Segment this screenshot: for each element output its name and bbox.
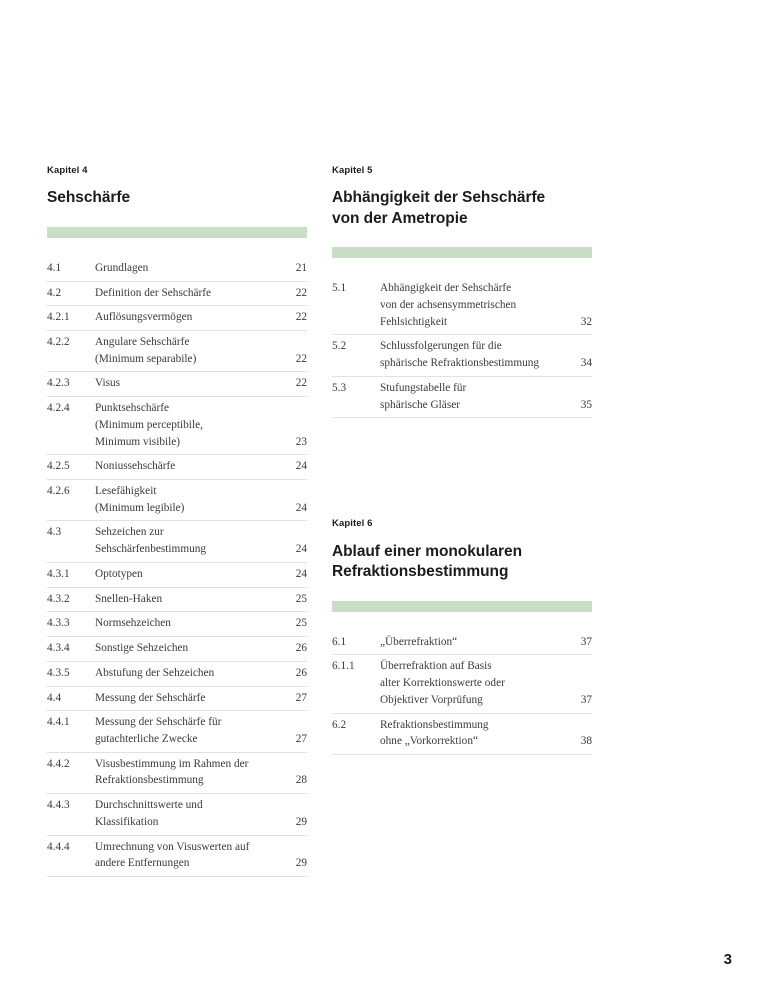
toc-entry-number: 6.2 — [332, 718, 347, 731]
toc-entry[interactable] — [47, 480, 307, 521]
toc-entry-page: 38 — [580, 735, 592, 748]
toc-entry[interactable] — [47, 282, 307, 307]
toc-entry-title — [95, 260, 285, 277]
toc-entry-page: 24 — [295, 567, 307, 580]
toc-entry-title — [95, 839, 285, 872]
toc-entry-page: 35 — [580, 398, 592, 411]
chapter-title-line: Sehschärfe — [47, 189, 131, 207]
toc-entry-page: 28 — [295, 774, 307, 787]
toc-entry-page: 34 — [580, 357, 592, 370]
toc-entry-page: 24 — [295, 460, 307, 473]
toc-entry-number: 4.3.5 — [47, 666, 70, 679]
toc-entry[interactable] — [332, 631, 592, 656]
toc-entry-number: 4.3.4 — [47, 642, 70, 655]
toc-entry[interactable] — [47, 794, 307, 835]
chapter-label: Kapitel 4 — [47, 165, 88, 176]
toc-entry-title — [95, 458, 285, 475]
toc-entry[interactable] — [47, 397, 307, 455]
toc-entry-page: 29 — [295, 857, 307, 870]
toc-entry-number: 4.3.1 — [47, 567, 70, 580]
toc-entry-title-line: Abhängigkeit der Sehschärfe — [380, 282, 512, 295]
toc-entry-title-line: Lesefähigkeit — [95, 485, 157, 498]
toc-entry-title-line: Angulare Sehschärfe — [95, 336, 190, 348]
chapter-title-line: Refraktionsbestimmung — [332, 563, 509, 581]
toc-entry-title-line: sphärische Gläser — [380, 398, 460, 411]
toc-entry-title — [95, 591, 285, 608]
toc-entry[interactable] — [47, 372, 307, 397]
toc-entry[interactable] — [332, 714, 592, 755]
toc-entry-number: 4.4.3 — [47, 799, 70, 812]
toc-entry-number: 4.4.1 — [47, 716, 70, 729]
chapter-title-line: Abhängigkeit der Sehschärfe — [332, 189, 546, 207]
toc-entry[interactable] — [47, 662, 307, 687]
toc-entry-title-line: sphärische Refraktionsbestimmung — [380, 357, 540, 370]
toc-entry-title — [95, 375, 285, 392]
chapter-title-line: von der Ametropie — [332, 209, 468, 227]
toc-entry-page: 21 — [295, 261, 307, 274]
toc-entry-title — [95, 615, 285, 632]
toc-entry-title-line: Visusbestimmung im Rahmen der — [95, 757, 249, 770]
toc-entry-title-line: alter Korrektionswerte oder — [380, 677, 505, 690]
toc-entry-title — [95, 640, 285, 657]
toc-entry-title-line: Sonstige Sehzeichen — [95, 642, 189, 655]
toc-entry-number: 4.3.2 — [47, 592, 70, 605]
toc-entry-page: 32 — [580, 315, 592, 328]
toc-entry-title — [380, 338, 570, 371]
accent-bar — [47, 227, 307, 238]
toc-list — [332, 631, 592, 755]
toc-entry-title-line: Optotypen — [95, 567, 143, 580]
toc-entry-title — [380, 717, 570, 750]
chapter-block — [332, 165, 592, 418]
toc-entry[interactable] — [47, 563, 307, 588]
toc-entry-number: 4.2.4 — [47, 402, 70, 415]
toc-entry-page: 22 — [295, 311, 307, 324]
toc-entry-title-line: von der achsensymmetrischen — [380, 299, 517, 312]
toc-entry[interactable] — [47, 257, 307, 282]
toc-entry[interactable] — [332, 277, 592, 335]
toc-entry-title-line: Messung der Sehschärfe für — [95, 716, 222, 729]
toc-entry-title — [380, 634, 570, 651]
toc-entry-page: 25 — [295, 617, 307, 630]
toc-entry-title — [95, 334, 285, 367]
toc-entry-title-line: Klassifikation — [95, 815, 159, 828]
toc-entry[interactable] — [47, 612, 307, 637]
toc-entry[interactable] — [47, 687, 307, 712]
toc-entry-title — [95, 483, 285, 516]
toc-entry-number: 5.1 — [332, 282, 347, 295]
toc-entry-title-line: ohne „Vorkorrektion“ — [380, 735, 478, 748]
toc-entry-page: 27 — [295, 732, 307, 745]
toc-entry-number: 4.2.1 — [47, 311, 70, 324]
toc-entry-number: 4.4 — [47, 691, 62, 704]
chapter-label: Kapitel 6 — [332, 518, 373, 530]
toc-entry-title-line: Überrefraktion auf Basis — [380, 660, 492, 673]
toc-entry-title-line: Auflösungsvermögen — [95, 311, 193, 324]
toc-entry-number: 4.4.4 — [47, 840, 70, 853]
toc-entry-title-line: Visus — [95, 377, 121, 390]
toc-entry-page: 26 — [295, 642, 307, 655]
accent-bar — [332, 247, 592, 258]
chapter-title — [332, 542, 592, 583]
toc-entry-title-line: Refraktionsbestimmung — [380, 718, 489, 731]
toc-entry[interactable] — [47, 331, 307, 372]
chapter-label: Kapitel 5 — [332, 165, 373, 176]
toc-entry[interactable] — [47, 836, 307, 877]
toc-entry-title-line: andere Entfernungen — [95, 857, 190, 870]
chapter-block — [332, 518, 592, 755]
toc-entry-number: 6.1 — [332, 635, 347, 648]
toc-entry-title — [95, 566, 285, 583]
toc-list — [332, 277, 592, 418]
toc-entry-title — [380, 380, 570, 413]
toc-entry-title-line: Abstufung der Sehzeichen — [95, 666, 215, 679]
toc-entry-page: 24 — [295, 501, 307, 514]
toc-columns — [47, 165, 591, 877]
toc-entry[interactable] — [47, 711, 307, 752]
toc-entry[interactable] — [47, 306, 307, 331]
toc-entry-number: 4.2 — [47, 286, 62, 299]
toc-entry-page: 22 — [295, 352, 307, 365]
chapter-block — [47, 165, 307, 877]
toc-entry-title-line: Definition der Sehschärfe — [95, 286, 212, 299]
toc-entry-title-line: Normsehzeichen — [95, 617, 171, 630]
toc-entry-page: 26 — [295, 666, 307, 679]
toc-list — [47, 257, 307, 877]
toc-entry-number: 4.4.2 — [47, 757, 70, 770]
toc-entry-title-line: Messung der Sehschärfe — [95, 691, 206, 704]
toc-entry-title — [95, 400, 285, 450]
accent-bar — [332, 601, 592, 612]
toc-entry-title — [380, 658, 570, 708]
toc-entry-number: 6.1.1 — [332, 660, 355, 673]
toc-entry-title-line: „Überrefraktion“ — [380, 635, 458, 648]
toc-entry[interactable] — [47, 521, 307, 562]
toc-entry[interactable] — [47, 455, 307, 480]
toc-entry-page: 37 — [580, 693, 592, 706]
toc-entry-title-line: Sehzeichen zur — [95, 526, 164, 539]
toc-entry[interactable] — [332, 335, 592, 376]
toc-entry[interactable] — [332, 655, 592, 713]
toc-entry-title — [95, 714, 285, 747]
toc-entry-number: 4.2.5 — [47, 460, 70, 473]
toc-entry-title-line: Punktsehschärfe — [95, 402, 170, 415]
toc-entry-number: 4.3.3 — [47, 617, 70, 630]
toc-entry-title — [95, 665, 285, 682]
toc-entry-title-line: Refraktionsbestimmung — [95, 774, 204, 787]
toc-entry-page: 29 — [295, 815, 307, 828]
toc-entry-page: 24 — [295, 543, 307, 556]
toc-entry-title-line: (Minimum separabile) — [95, 352, 197, 365]
toc-entry-title-line: Sehschärfenbestimmung — [95, 543, 207, 556]
chapter-title — [332, 188, 592, 229]
toc-entry-title — [95, 797, 285, 830]
toc-entry-number: 4.2.6 — [47, 485, 70, 498]
toc-entry-title-line: Schlussfolgerungen für die — [380, 340, 502, 353]
toc-entry-number: 4.2.2 — [47, 336, 70, 348]
toc-entry-title-line: Minimum visibile) — [95, 435, 181, 448]
toc-entry-number: 5.2 — [332, 340, 347, 353]
toc-entry-number: 4.2.3 — [47, 377, 70, 390]
toc-entry[interactable] — [332, 377, 592, 418]
toc-entry-title-line: gutachterliche Zwecke — [95, 732, 198, 745]
toc-entry-number: 4.1 — [47, 261, 62, 274]
toc-entry-page: 27 — [295, 691, 307, 704]
chapter-title-line: Ablauf einer monokularen — [332, 542, 522, 560]
toc-entry-number: 4.3 — [47, 526, 62, 539]
toc-entry-title-line: Stufungstabelle für — [380, 381, 467, 394]
toc-entry-title — [95, 285, 285, 302]
toc-entry-title — [95, 756, 285, 789]
toc-entry-title — [95, 524, 285, 557]
toc-entry-title-line: Fehlsichtigkeit — [380, 315, 448, 328]
toc-entry-number: 5.3 — [332, 381, 347, 394]
right-column — [332, 165, 592, 877]
toc-entry-page: 22 — [295, 377, 307, 390]
page-number: 3 — [723, 951, 732, 968]
toc-entry-title-line: Durchschnittswerte und — [95, 799, 203, 812]
toc-entry-page: 37 — [580, 635, 592, 648]
toc-entry-title — [95, 309, 285, 326]
left-column — [47, 165, 307, 877]
toc-entry-title-line: Umrechnung von Visuswerten auf — [95, 840, 250, 853]
toc-entry-page: 22 — [295, 286, 307, 299]
toc-entry[interactable] — [47, 637, 307, 662]
toc-entry-title-line: Noniussehschärfe — [95, 460, 176, 473]
toc-entry-title-line: Objektiver Vorprüfung — [380, 693, 483, 706]
toc-entry-page: 23 — [295, 435, 307, 448]
toc-entry[interactable] — [47, 753, 307, 794]
toc-entry-title — [95, 690, 285, 707]
chapter-title — [47, 188, 307, 208]
toc-entry-title-line: Snellen-Haken — [95, 592, 163, 605]
toc-entry[interactable] — [47, 588, 307, 613]
toc-entry-title-line: (Minimum perceptibile, — [95, 418, 203, 431]
toc-entry-title-line: Grundlagen — [95, 261, 149, 274]
toc-entry-title-line: (Minimum legibile) — [95, 501, 185, 514]
toc-entry-title — [380, 280, 570, 330]
toc-entry-page: 25 — [295, 592, 307, 605]
